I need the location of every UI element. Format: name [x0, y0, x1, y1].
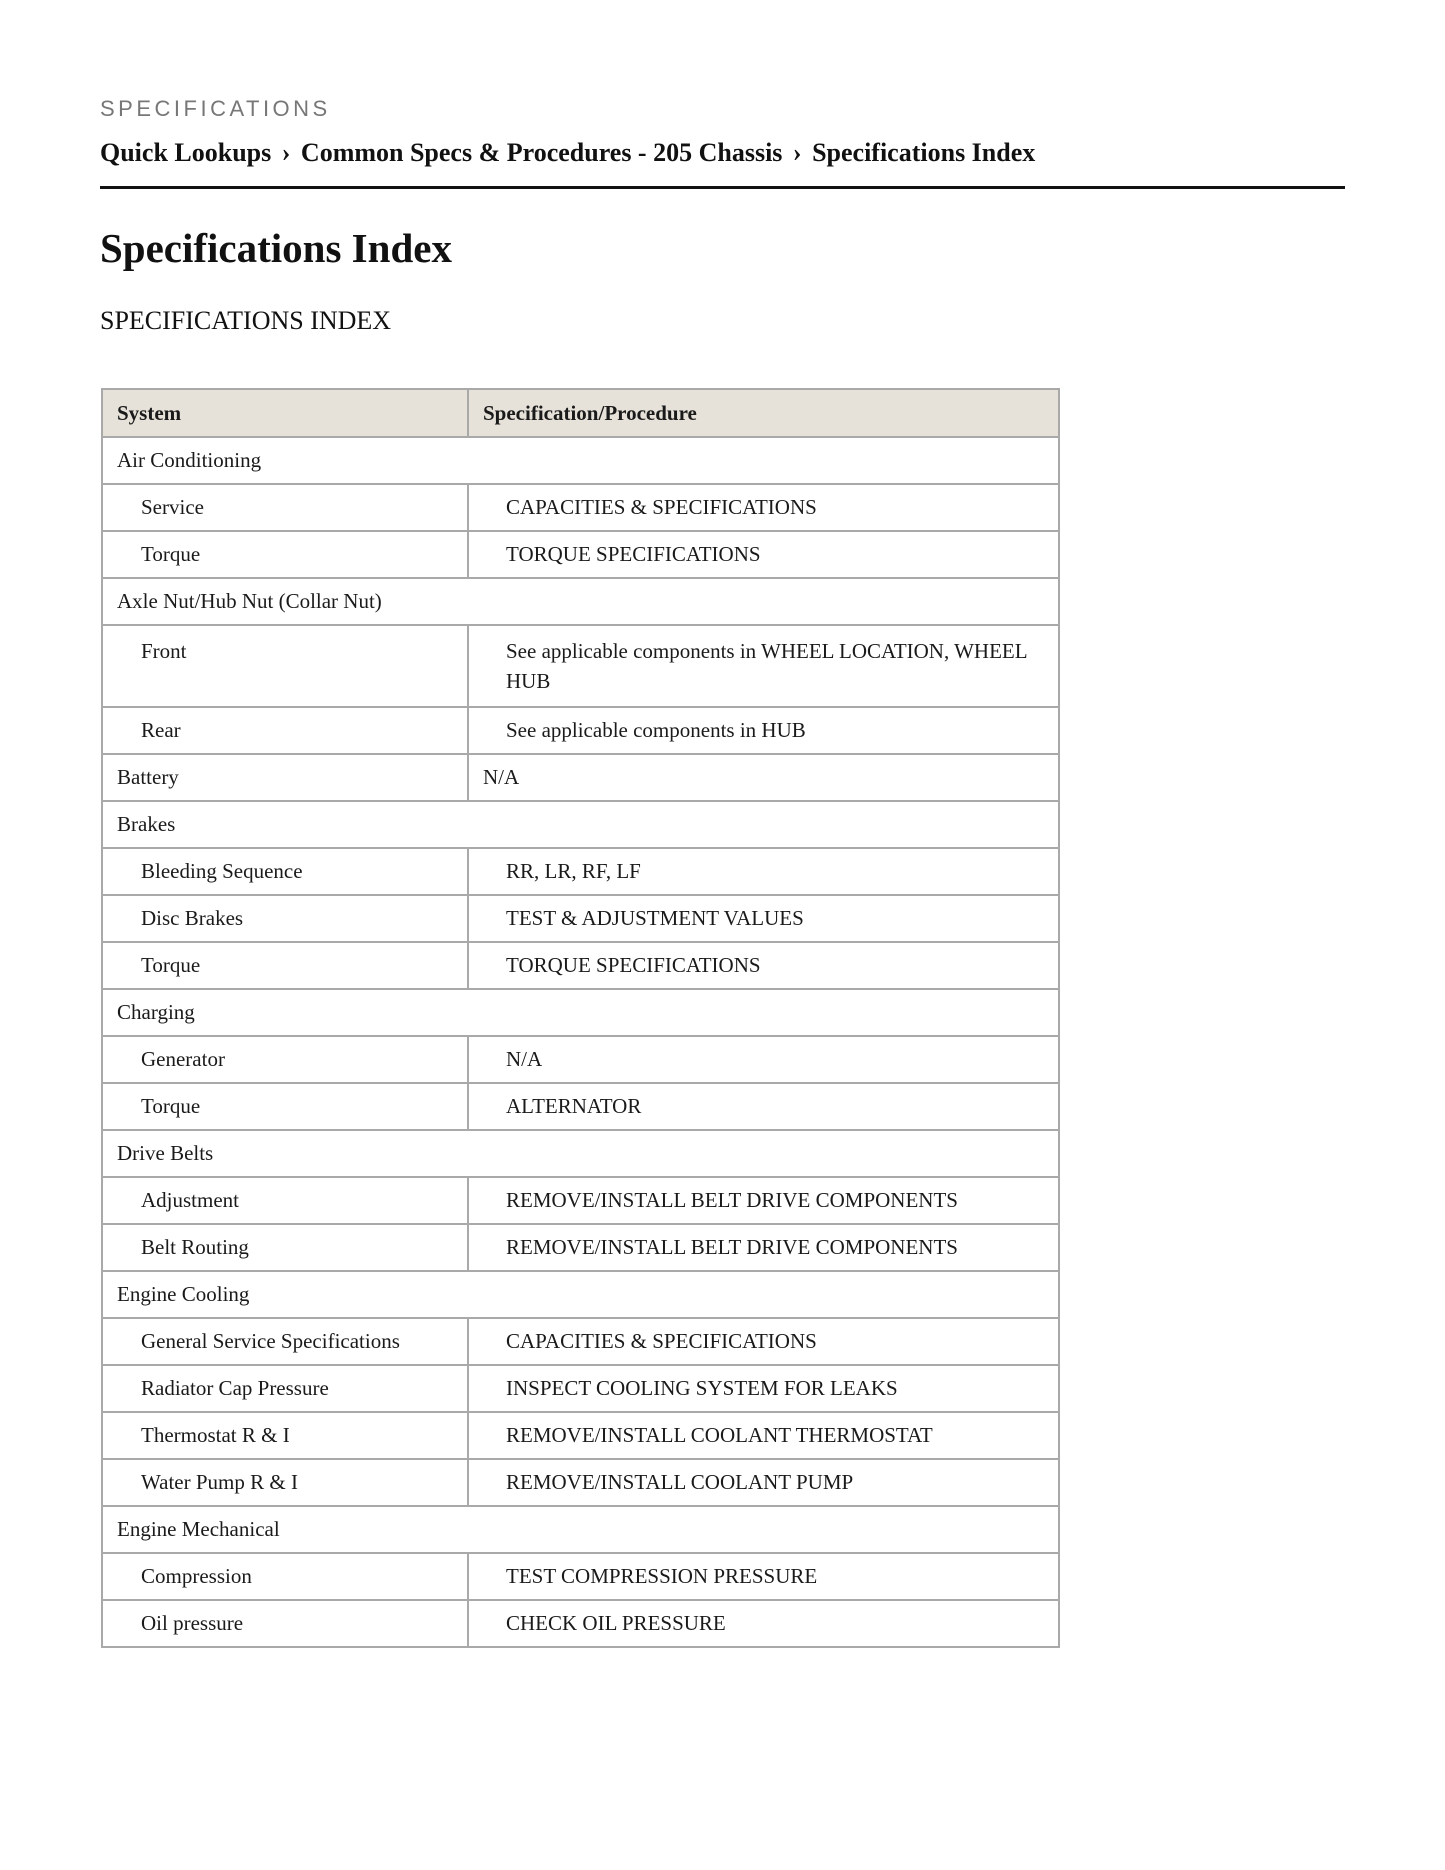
- breadcrumb-item-current: Specifications Index: [812, 138, 1036, 167]
- spec-cell: RR, LR, RF, LF: [468, 848, 1059, 895]
- breadcrumb-item-common-specs[interactable]: Common Specs & Procedures - 205 Chassis: [300, 138, 783, 167]
- table-row: [102, 531, 1059, 578]
- spec-link[interactable]: REMOVE/INSTALL COOLANT PUMP: [468, 1459, 1059, 1506]
- table-row: [102, 1459, 1059, 1506]
- spec-link[interactable]: See applicable components in WHEEL LOCATION, WHEEL HUB: [468, 625, 1059, 707]
- category-cell: Engine Cooling: [102, 1271, 1059, 1318]
- spec-link[interactable]: INSPECT COOLING SYSTEM FOR LEAKS: [468, 1365, 1059, 1412]
- spec-cell: N/A: [468, 754, 1059, 801]
- table-header-row: [102, 389, 1059, 437]
- table-row: [102, 848, 1059, 895]
- spec-link[interactable]: REMOVE/INSTALL COOLANT THERMOSTAT: [468, 1412, 1059, 1459]
- system-cell: Generator: [102, 1036, 468, 1083]
- category-row: [102, 1506, 1059, 1553]
- table-row: [102, 1600, 1059, 1647]
- category-row: [102, 437, 1059, 484]
- spec-link[interactable]: TEST & ADJUSTMENT VALUES: [468, 895, 1059, 942]
- spec-link[interactable]: TEST COMPRESSION PRESSURE: [468, 1553, 1059, 1600]
- system-cell: Disc Brakes: [102, 895, 468, 942]
- category-row: [102, 578, 1059, 625]
- category-cell: Charging: [102, 989, 1059, 1036]
- category-cell: Drive Belts: [102, 1130, 1059, 1177]
- spec-link[interactable]: See applicable components in HUB: [468, 707, 1059, 754]
- category-row: [102, 1130, 1059, 1177]
- header-divider: [100, 186, 1345, 189]
- table-row: [102, 1224, 1059, 1271]
- breadcrumb-separator: ›: [281, 138, 291, 167]
- system-cell: Oil pressure: [102, 1600, 468, 1647]
- spec-link[interactable]: REMOVE/INSTALL BELT DRIVE COMPONENTS: [468, 1177, 1059, 1224]
- category-cell: Brakes: [102, 801, 1059, 848]
- page-subtitle: SPECIFICATIONS INDEX: [100, 306, 392, 335]
- spec-link[interactable]: CAPACITIES & SPECIFICATIONS: [468, 1318, 1059, 1365]
- spec-link[interactable]: CAPACITIES & SPECIFICATIONS: [468, 484, 1059, 531]
- table-row: [102, 484, 1059, 531]
- column-header-spec: Specification/Procedure: [468, 389, 1059, 437]
- table-row: [102, 1412, 1059, 1459]
- spec-link[interactable]: TORQUE SPECIFICATIONS: [468, 531, 1059, 578]
- system-cell: Rear: [102, 707, 468, 754]
- category-cell: Engine Mechanical: [102, 1506, 1059, 1553]
- spec-link[interactable]: TORQUE SPECIFICATIONS: [468, 942, 1059, 989]
- specifications-table: [101, 388, 1060, 1648]
- system-cell: Compression: [102, 1553, 468, 1600]
- spec-link[interactable]: CHECK OIL PRESSURE: [468, 1600, 1059, 1647]
- spec-link[interactable]: REMOVE/INSTALL BELT DRIVE COMPONENTS: [468, 1224, 1059, 1271]
- system-cell: Torque: [102, 942, 468, 989]
- table-row: [102, 942, 1059, 989]
- system-cell: General Service Specifications: [102, 1318, 468, 1365]
- table-row: [102, 1365, 1059, 1412]
- system-cell: Adjustment: [102, 1177, 468, 1224]
- table-row: [102, 1318, 1059, 1365]
- table-row: [102, 1553, 1059, 1600]
- system-cell: Thermostat R & I: [102, 1412, 468, 1459]
- system-cell: Bleeding Sequence: [102, 848, 468, 895]
- breadcrumb: [100, 138, 1035, 168]
- category-row: [102, 989, 1059, 1036]
- system-cell: Battery: [102, 754, 468, 801]
- page-title: Specifications Index: [100, 225, 452, 271]
- table-row: [102, 707, 1059, 754]
- spec-cell: N/A: [468, 1036, 1059, 1083]
- system-cell: Water Pump R & I: [102, 1459, 468, 1506]
- category-row: [102, 1271, 1059, 1318]
- system-cell: Torque: [102, 531, 468, 578]
- table-row: [102, 895, 1059, 942]
- table-row: [102, 1177, 1059, 1224]
- table-row: [102, 1083, 1059, 1130]
- system-cell: Front: [102, 625, 468, 707]
- table-row: [102, 1036, 1059, 1083]
- table-row: [102, 625, 1059, 707]
- system-cell: Torque: [102, 1083, 468, 1130]
- spec-link[interactable]: ALTERNATOR: [468, 1083, 1059, 1130]
- category-row: [102, 801, 1059, 848]
- section-label: SPECIFICATIONS: [100, 96, 331, 121]
- system-cell: Service: [102, 484, 468, 531]
- column-header-system: System: [102, 389, 468, 437]
- category-cell: Air Conditioning: [102, 437, 1059, 484]
- table-row: [102, 754, 1059, 801]
- breadcrumb-item-quick-lookups[interactable]: Quick Lookups: [100, 138, 272, 167]
- system-cell: Belt Routing: [102, 1224, 468, 1271]
- system-cell: Radiator Cap Pressure: [102, 1365, 468, 1412]
- breadcrumb-separator: ›: [792, 138, 802, 167]
- category-cell: Axle Nut/Hub Nut (Collar Nut): [102, 578, 1059, 625]
